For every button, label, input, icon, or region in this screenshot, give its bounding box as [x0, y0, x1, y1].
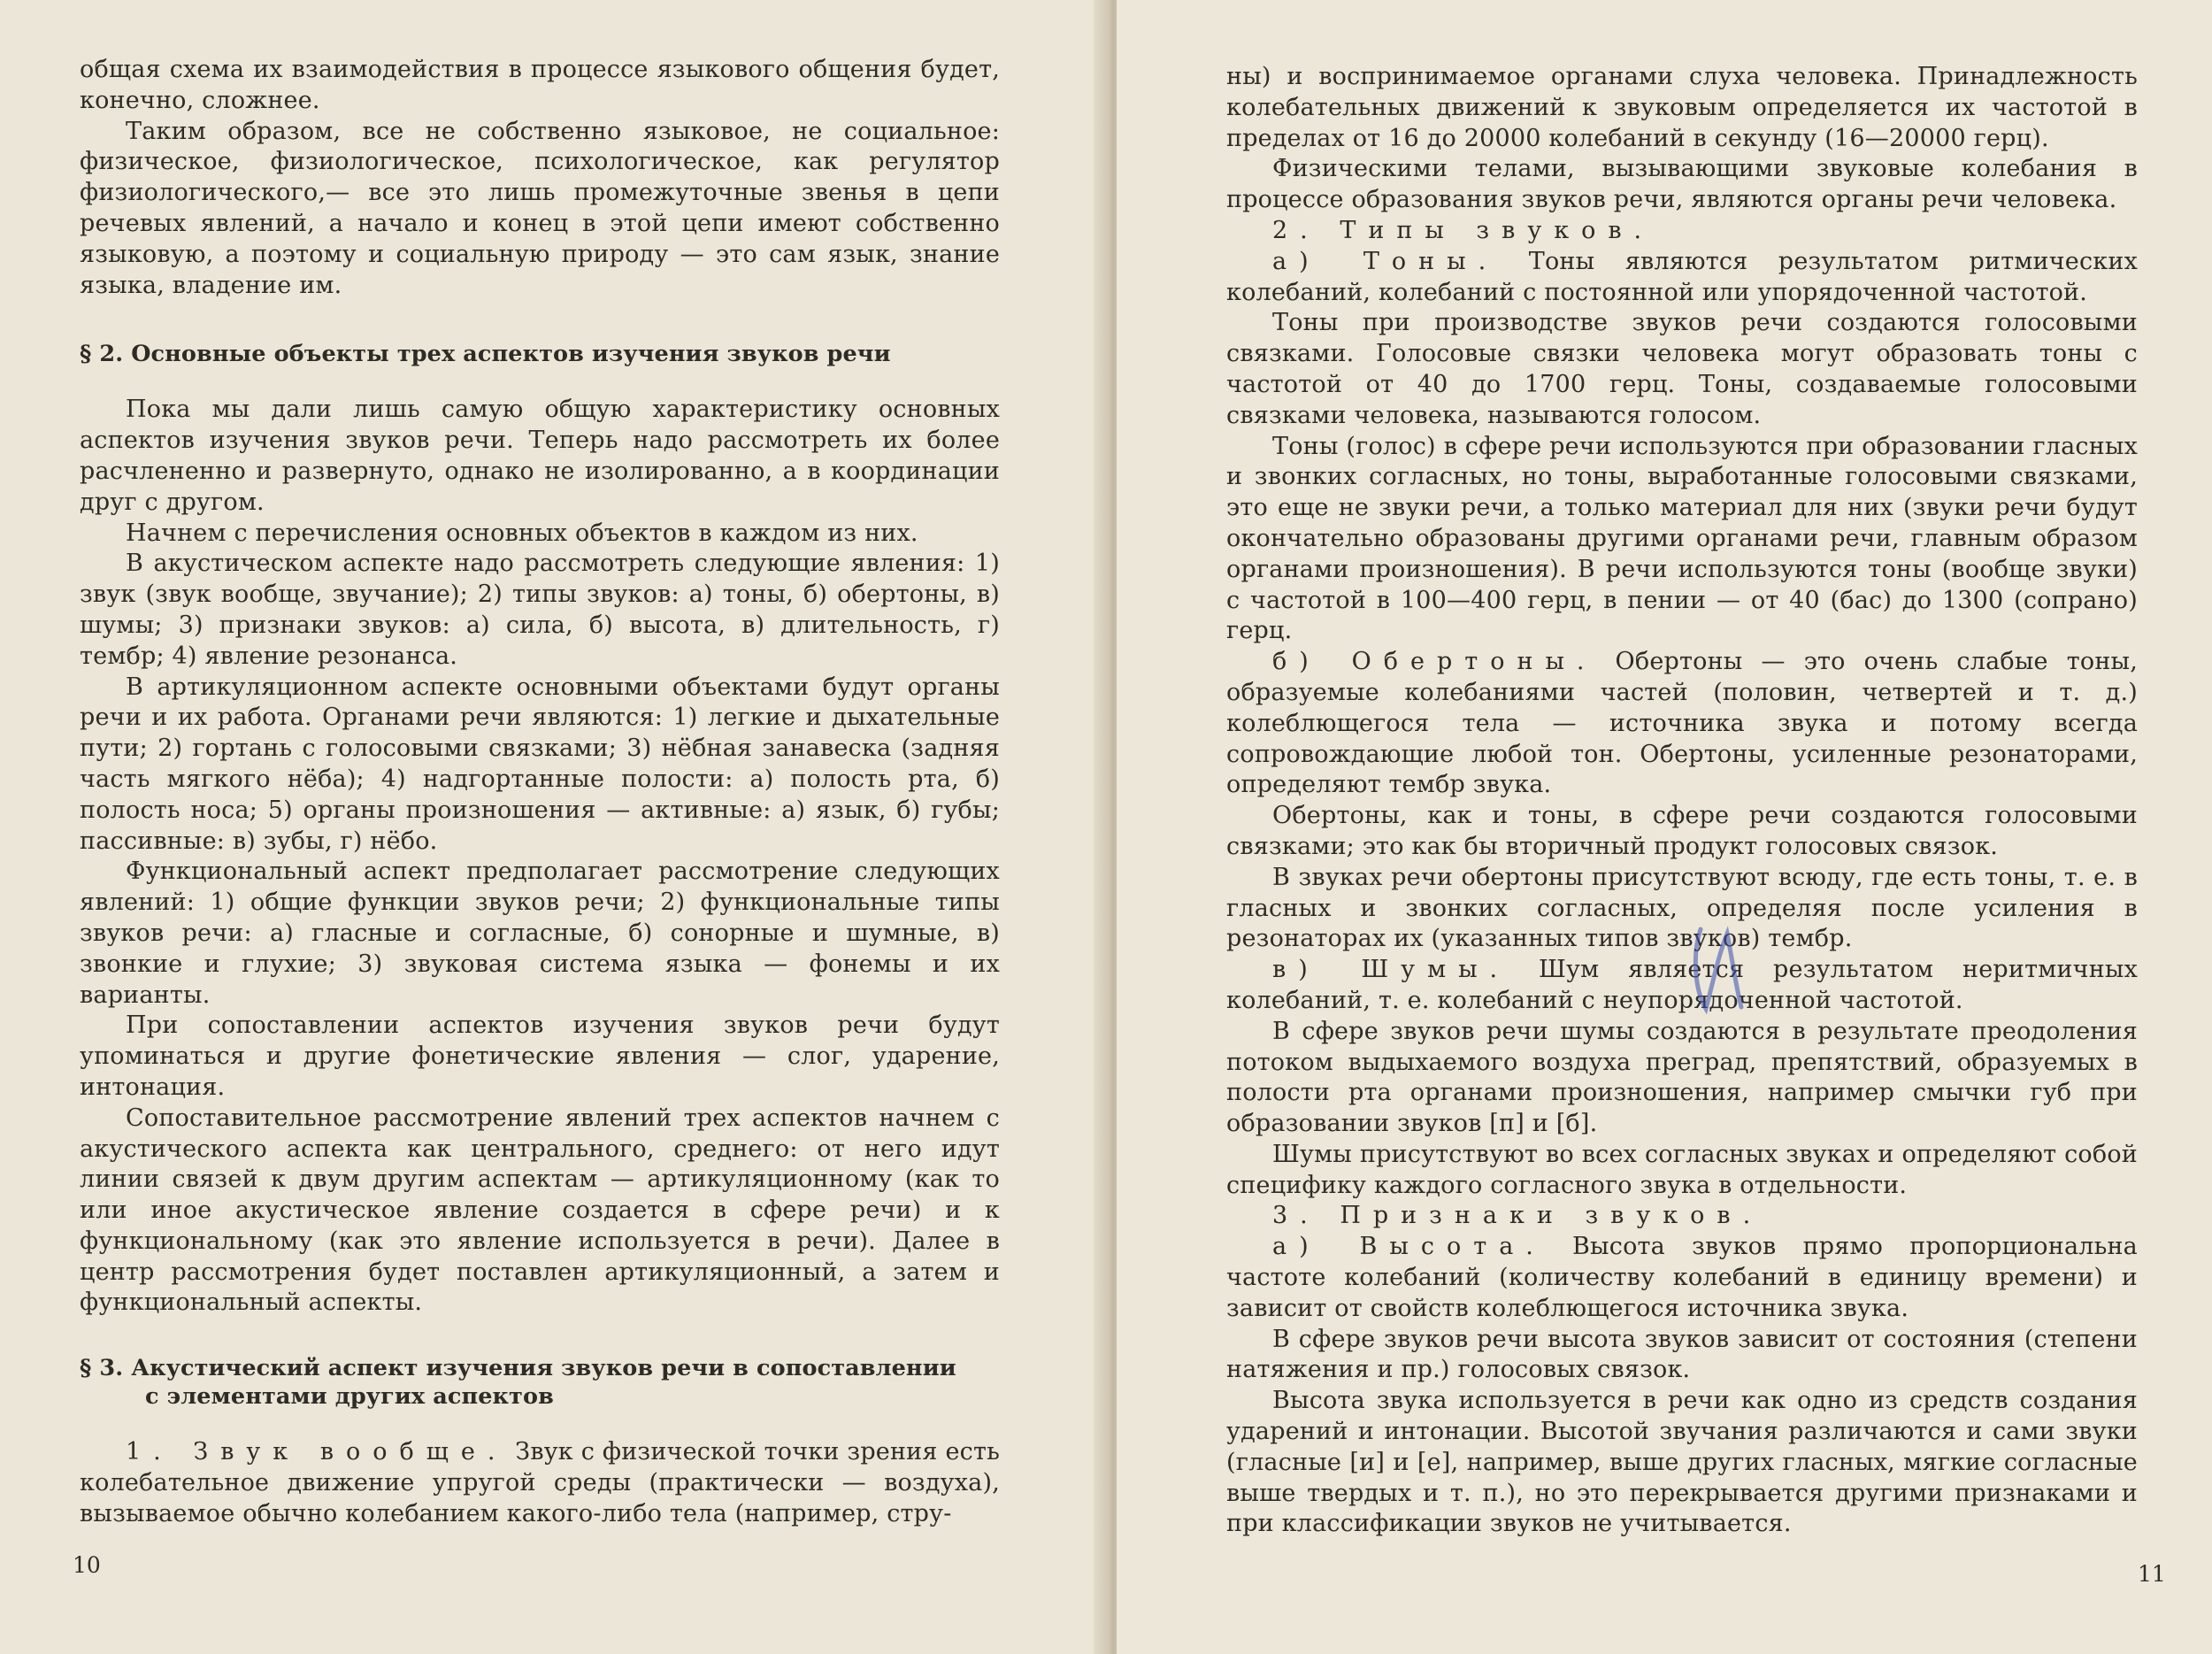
section-heading-line: с элементами других аспектов: [145, 1383, 554, 1411]
paragraph: Тоны при производстве звуков речи создаются голосовыми связками. Голосовые связки человека могут образовать тоны с частотой от 40 до 1700 герц. Тоны, создаваемые голосовыми связками человека, называются голосом.: [1226, 309, 2138, 429]
spaced-subheading: а) Высота.: [1272, 1233, 1546, 1261]
spaced-subheading: 3. Признаки звуков.: [1272, 1202, 1763, 1230]
paragraph-text: Высота звуков прямо пропорциональна частоте колебаний (количеству колебаний в единицу времени) и зависит от свойств колеблющегося источника звука.: [1226, 1233, 2138, 1322]
paragraph: [80, 1437, 1000, 1529]
paragraph-text: Тоны являются результатом ритмических колебаний, колебаний с постоянной или упорядоченной частотой.: [1226, 247, 2139, 306]
left-page-text: [80, 55, 1000, 1530]
paragraph: [1226, 216, 2138, 247]
paragraph: Шумы присутствуют во всех согласных звуках и определяют собой специфику каждого согласного звука в отдельности.: [1226, 1140, 2138, 1199]
paragraph: Высота звука используется в речи как одно из средств создания ударений и интонации. Высотой звучания различаются и сами звуки (гласные [и] и [е], например, выше других гласных, мягкие согласные выше твердых и т. п.), но это перекрывается другими признаками и при классификации звуков не учитывается.: [1226, 1387, 2138, 1538]
paragraph: Таким образом, все не собственно языковое, не социальное: физическое, физиологическое, психологическое, как регулятор физиологического,— все это лишь промежуточные звенья в цепи речевых явлений, а начало и конец в этой цепи имеют собственно языковую, а поэтому и социальную природу — это сам язык, знание языка, владение им.: [80, 117, 1000, 299]
spaced-subheading: 2. Типы звуков.: [1272, 216, 1655, 244]
paragraph: При сопоставлении аспектов изучения звуков речи будут упоминаться и другие фонетические явления — слог, ударение, интонация.: [80, 1012, 1000, 1101]
paragraph: В артикуляционном аспекте основными объектами будут органы речи и их работа. Органами речи являются: 1) легкие и дыхательные пути; 2) гортань с голосовыми связками; 3) нёбная занавеска (задняя часть мягкого нёба); 4) надгортанные полости: а) полость рта, б) полость носа; 5) органы произношения — активные: а) язык, б) губы; пассивные: в) зубы, г) нёбо.: [80, 673, 1000, 855]
right-page: [1117, 0, 2212, 1654]
left-page: [0, 0, 1104, 1654]
paragraph-text: Обертоны — это очень слабые тоны, образуемые колебаниями частей (половин, четвертей и т. д.) колеблющегося тела — источника звука и потому всегда сопровождающие любой тон. Обертоны, усиленные резонаторами, определяют тембр звука.: [1226, 648, 2138, 799]
paragraph: ны) и воспринимаемое органами слуха человека. Принадлежность колебательных движений к звуковым определяется их частотой в пределах от 16 до 20000 колебаний в секунду (16—20000 герц).: [1226, 63, 2138, 152]
paragraph: [1226, 247, 2138, 309]
page-number: 11: [2138, 1561, 2166, 1587]
section-heading: § 2. Основные объекты трех аспектов изучения звуков речи: [80, 341, 891, 368]
spaced-subheading: а) Тоны.: [1272, 247, 1499, 275]
page-number: 10: [73, 1552, 101, 1578]
paragraph: [1226, 1232, 2138, 1324]
section-heading: [80, 1354, 1000, 1411]
paragraph: [1226, 647, 2138, 801]
paragraph: В звуках речи обертоны присутствуют всюду, где есть тоны, т. е. в гласных и звонких согласных, определяя после усиления в резонаторах их (указанных типов звуков) тембр.: [1226, 863, 2138, 953]
paragraph: Физическими телами, вызывающими звуковые колебания в процессе образования звуков речи, являются органы речи человека.: [1226, 155, 2138, 214]
paragraph: [1226, 1201, 2138, 1232]
paragraph: [1226, 955, 2138, 1017]
right-page-text: [1226, 62, 2138, 1540]
spaced-subheading: в) Шумы.: [1272, 956, 1510, 984]
section-heading-line: § 3. Акустический аспект изучения звуков речи в сопоставлении: [80, 1355, 956, 1382]
paragraph-text: Звук с физической точки зрения есть колебательное движение упругой среды (практически — воздуха), вызываемое обычно колебанием какого-либо тела (например, стру-: [80, 1438, 1000, 1527]
paragraph: Начнем с перечисления основных объектов в каждом из них.: [126, 519, 918, 547]
paragraph: общая схема их взаимодействия в процессе языкового общения будет, конечно, сложнее.: [80, 56, 1000, 114]
paragraph: Тоны (голос) в сфере речи используются при образовании гласных и звонких согласных, но тоны, выработанные голосовыми связками, это еще не звуки речи, а только материал для них (звуки речи будут окончательно образованы другими органами речи, главным образом органами произношения). В речи используются тоны (вообще звуки) с частотой в 100—400 герц, в пении — от 40 (бас) до 1300 (сопрано) герц.: [1226, 432, 2138, 645]
paragraph: Пока мы дали лишь самую общую характеристику основных аспектов изучения звуков речи. Теперь надо рассмотреть их более расчлененно и развернуто, однако не изолированно, а в координации друг с другом.: [80, 396, 1000, 516]
paragraph: Обертоны, как и тоны, в сфере речи создаются голосовыми связками; это как бы вторичный продукт голосовых связок.: [1226, 802, 2138, 860]
paragraph: В сфере звуков речи шумы создаются в результате преодоления потоком выдыхаемого воздуха преград, препятствий, образуемых в полости рта органами произношения, например смычки губ при образовании звуков [п] и [б].: [1226, 1017, 2138, 1138]
pen-mark: [1683, 920, 1754, 1018]
paragraph: В акустическом аспекте надо рассмотреть следующие явления: 1) звук (звук вообще, звучание); 2) типы звуков: а) тоны, б) обертоны, в) шумы; 3) признаки звуков: а) сила, б) высота, в) длительность, г) тембр; 4) явление резонанса.: [80, 550, 1000, 670]
paragraph: Функциональный аспект предполагает рассмотрение следующих явлений: 1) общие функции звуков речи; 2) функциональные типы звуков речи: а) гласные и согласные, б) сонорные и шумные, в) звонкие и глухие; 3) звуковая система языка — фонемы и их варианты.: [80, 858, 1000, 1009]
paragraph-text: Шум является результатом неритмичных колебаний, т. е. колебаний с неупорядоченной частотой.: [1226, 956, 2139, 1014]
spaced-subheading: б) Обертоны.: [1272, 648, 1597, 676]
paragraph: Сопоставительное рассмотрение явлений трех аспектов начнем с акустического аспекта как центрального, среднего: от него идут линии связей к двум другим аспектам — артикуляционному (как то или иное акустическое явление создается в сфере речи) и к функциональному (как это явление используется в речи). Далее в центр рассмотрения будет поставлен артикуляционный, а затем и функциональный аспекты.: [80, 1104, 1000, 1317]
spaced-subheading: 1. Звук вообще.: [126, 1438, 508, 1466]
paragraph: В сфере звуков речи высота звуков зависит от состояния (степени натяжения и пр.) голосовых связок.: [1226, 1325, 2138, 1384]
